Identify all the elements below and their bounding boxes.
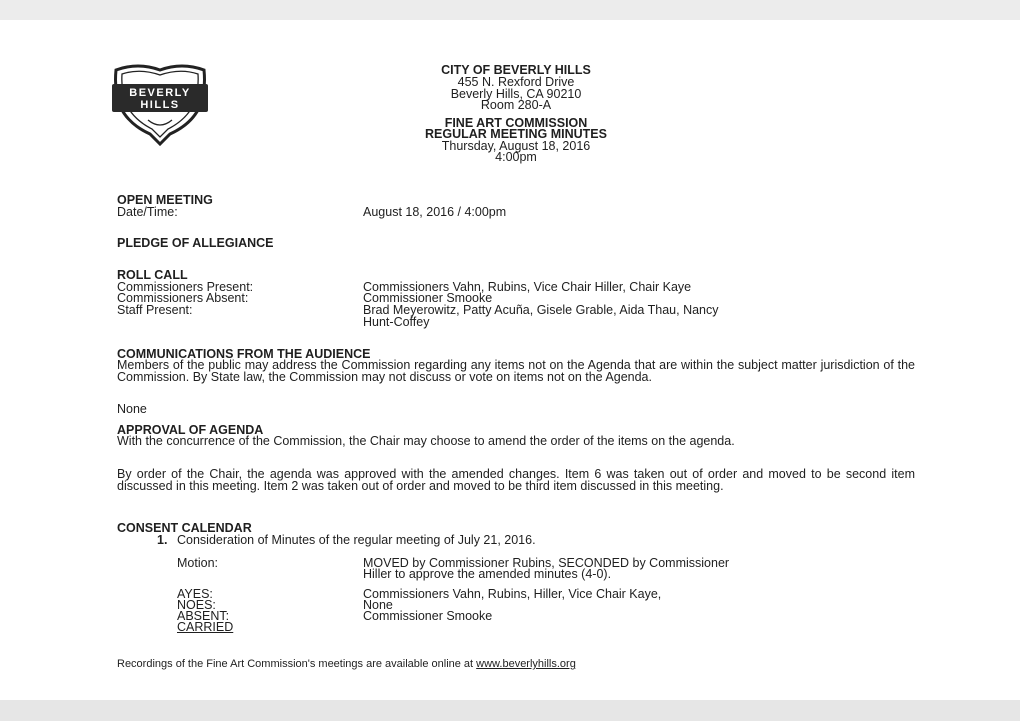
city-name: CITY OF BEVERLY HILLS <box>441 63 591 77</box>
commissioners-present-label: Commissioners Present: <box>117 280 254 294</box>
open-meeting-heading: OPEN MEETING <box>117 193 213 207</box>
logo-text-line1: BEVERLY <box>129 87 191 99</box>
absent-label: ABSENT: <box>177 609 230 623</box>
address-line1: 455 N. Rexford Drive <box>457 75 575 89</box>
footer-link[interactable]: www.beverlyhills.org <box>476 658 576 670</box>
ayes-value: Commissioners Vahn, Rubins, Hiller, Vice Chair Kaye, <box>363 587 662 601</box>
roll-call-heading: ROLL CALL <box>117 268 188 282</box>
address-line2: Beverly Hills, CA 90210 <box>450 87 582 101</box>
commissioners-absent-value: Commissioner Smooke <box>363 291 493 305</box>
pledge-heading: PLEDGE OF ALLEGIANCE <box>117 236 274 250</box>
staff-present-label: Staff Present: <box>117 303 193 317</box>
communications-none: None <box>117 402 147 416</box>
meeting-date: Thursday, August 18, 2016 <box>441 139 591 153</box>
date-time-label: Date/Time: <box>117 205 178 219</box>
commission-name: FINE ART COMMISSION <box>444 116 588 130</box>
room-number: Room 280-A <box>480 98 552 112</box>
consent-item-number: 1. <box>157 533 168 547</box>
staff-present-value-line1: Brad Meyerowitz, Patty Acuña, Gisele Grable, Aida Thau, Nancy <box>363 303 719 317</box>
staff-present-value-line2: Hunt-Coffey <box>363 315 430 329</box>
communications-heading: COMMUNICATIONS FROM THE AUDIENCE <box>117 347 371 361</box>
motion-label: Motion: <box>177 556 218 570</box>
footer-note <box>117 658 576 670</box>
meeting-time: 4:00pm <box>495 150 537 164</box>
approval-paragraph2: By order of the Chair, the agenda was approved with the amended changes. Item 6 was taken out of order and moved to be second item discussed in this meeting. Item 2 was taken out of order and moved to be third item discussed in this meeting. <box>117 467 915 493</box>
date-time-value: August 18, 2016 / 4:00pm <box>363 205 507 219</box>
motion-line2: Hiller to approve the amended minutes (4-0). <box>363 567 612 581</box>
ayes-label: AYES: <box>177 587 213 601</box>
noes-value: None <box>363 598 393 612</box>
document-type: REGULAR MEETING MINUTES <box>425 127 607 141</box>
approval-heading: APPROVAL OF AGENDA <box>117 423 264 437</box>
commissioners-absent-label: Commissioners Absent: <box>117 291 249 305</box>
motion-line1: MOVED by Commissioner Rubins, SECONDED by Commissioner <box>363 556 730 570</box>
approval-paragraph1: With the concurrence of the Commission, the Chair may choose to amend the order of the items on the agenda. <box>117 434 735 448</box>
commissioners-present-value: Commissioners Vahn, Rubins, Vice Chair Hiller, Chair Kaye <box>363 280 692 294</box>
footer-text: Recordings of the Fine Art Commission's meetings are available online at <box>117 658 474 670</box>
communications-paragraph: Members of the public may address the Commission regarding any items not on the Agenda that are within the subject matter jurisdiction of the Commission. By State law, the Commission may not discuss or vote on items not on the Agenda. <box>117 358 915 384</box>
document-page <box>0 20 1020 700</box>
logo-text-line2: HILLS <box>140 99 180 111</box>
scan-top-band <box>0 0 1020 20</box>
consent-heading: CONSENT CALENDAR <box>117 521 252 535</box>
scan-bottom-band <box>0 700 1020 721</box>
absent-value: Commissioner Smooke <box>363 609 493 623</box>
noes-label: NOES: <box>177 598 216 612</box>
consent-item-text: Consideration of Minutes of the regular meeting of July 21, 2016. <box>177 533 536 547</box>
beverly-hills-shield-logo <box>108 60 212 146</box>
carried-status: CARRIED <box>177 620 234 634</box>
